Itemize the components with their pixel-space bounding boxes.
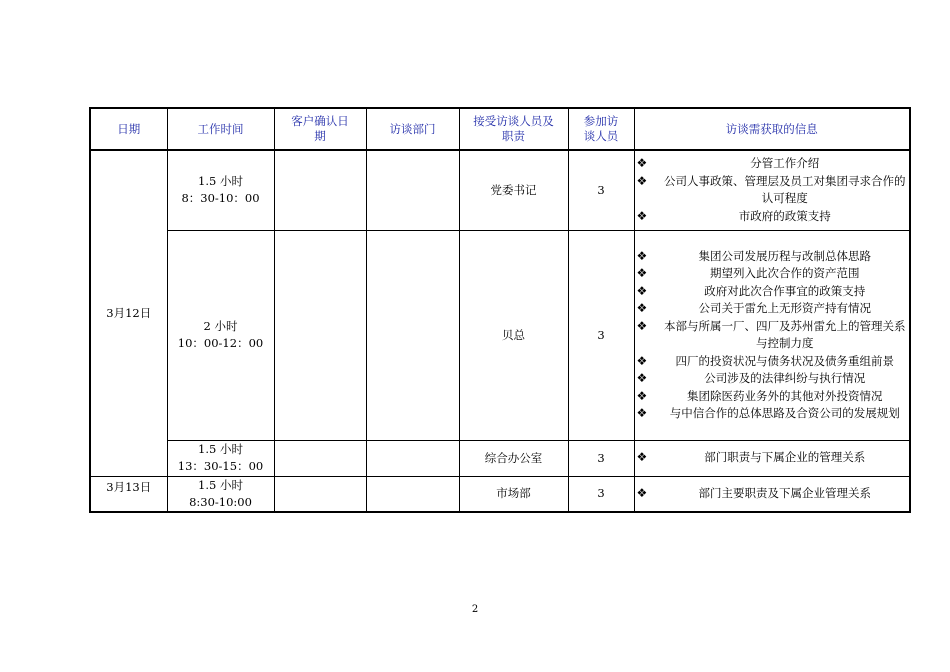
list-item: ❖ 与中信合作的总体思路及合资公司的发展规划 xyxy=(635,405,910,423)
info-cell xyxy=(634,230,910,440)
diamond-dots-bullet-icon: ❖ xyxy=(636,173,648,188)
participants-cell: 3 xyxy=(568,476,634,512)
diamond-dots-bullet-icon: ❖ xyxy=(636,388,648,403)
table-row xyxy=(90,230,910,440)
department-cell xyxy=(366,476,459,512)
list-item: ❖ 市政府的政策支持 xyxy=(635,208,910,226)
header-row xyxy=(90,108,910,150)
page-number: 2 xyxy=(471,604,479,615)
confirm-date-cell xyxy=(274,440,366,476)
info-list xyxy=(635,248,910,423)
info-cell xyxy=(634,150,910,230)
table-row xyxy=(90,476,910,512)
date-cell: 3月13日 xyxy=(90,476,167,512)
list-item: ❖ 公司人事政策、管理层及员工对集团寻求合作的认可程度 xyxy=(636,173,906,206)
diamond-dots-bullet-icon: ❖ xyxy=(636,450,648,465)
interview-schedule-table xyxy=(89,107,911,513)
department-cell xyxy=(366,440,459,476)
department-cell xyxy=(366,150,459,230)
participants-cell: 3 xyxy=(568,230,634,440)
diamond-dots-bullet-icon: ❖ xyxy=(636,486,648,500)
work-time-cell: 1.5 小时 13：30-15：00 xyxy=(167,440,274,476)
interviewee-cell: 市场部 xyxy=(459,476,568,512)
header-interviewee: 接受访谈人员及 职责 xyxy=(459,108,568,150)
info-cell xyxy=(634,476,910,512)
info-cell xyxy=(634,440,910,476)
diamond-dots-bullet-icon: ❖ xyxy=(636,156,648,171)
header-client-confirm-date: 客户确认日 期 xyxy=(274,108,366,150)
header-work-time: 工作时间 xyxy=(167,108,274,150)
interviewee-cell: 综合办公室 xyxy=(459,440,568,476)
diamond-dots-bullet-icon: ❖ xyxy=(636,283,648,298)
diamond-dots-bullet-icon: ❖ xyxy=(636,353,648,368)
info-list xyxy=(635,485,910,503)
diamond-dots-bullet-icon: ❖ xyxy=(636,406,648,420)
date-cell: 3月12日 xyxy=(90,150,167,476)
work-time-cell: 1.5 小时 8:30-10:00 xyxy=(167,476,274,512)
list-item: ❖ 四厂的投资状况与债务状况及债务重组前景 xyxy=(635,353,910,371)
header-date: 日期 xyxy=(90,108,167,150)
diamond-dots-bullet-icon: ❖ xyxy=(636,371,648,385)
participants-cell: 3 xyxy=(568,440,634,476)
confirm-date-cell xyxy=(274,476,366,512)
diamond-dots-bullet-icon: ❖ xyxy=(636,318,648,333)
header-participants: 参加访 谈人员 xyxy=(568,108,634,150)
list-item: ❖ 期望列入此次合作的资产范围 xyxy=(635,265,910,283)
interviewee-cell: 贝总 xyxy=(459,230,568,440)
list-item: ❖ 部门主要职责及下属企业管理关系 xyxy=(635,485,910,503)
interviewee-cell: 党委书记 xyxy=(459,150,568,230)
header-department: 访谈部门 xyxy=(366,108,459,150)
diamond-dots-bullet-icon: ❖ xyxy=(636,208,648,223)
list-item: ❖ 本部与所属一厂、四厂及苏州雷允上的管理关系与控制力度 xyxy=(636,318,906,350)
table-row xyxy=(90,440,910,476)
confirm-date-cell xyxy=(274,230,366,440)
list-item: ❖ 政府对此次合作事宜的政策支持 xyxy=(635,283,910,301)
list-item: ❖ 公司涉及的法律纠纷与执行情况 xyxy=(635,370,910,388)
work-time-cell: 2 小时 10：00-12：00 xyxy=(167,230,274,440)
header-info: 访谈需获取的信息 xyxy=(634,108,910,150)
participants-cell: 3 xyxy=(568,150,634,230)
list-item: ❖ 集团除医药业务外的其他对外投资情况 xyxy=(635,388,910,406)
diamond-dots-bullet-icon: ❖ xyxy=(636,301,648,315)
diamond-dots-bullet-icon: ❖ xyxy=(636,248,648,263)
list-item: ❖ 公司关于雷允上无形资产持有情况 xyxy=(635,300,910,318)
info-list xyxy=(635,449,910,467)
diamond-dots-bullet-icon: ❖ xyxy=(636,266,648,280)
info-list xyxy=(635,155,910,225)
table-row xyxy=(90,150,910,230)
list-item: ❖ 集团公司发展历程与改制总体思路 xyxy=(635,248,910,266)
department-cell xyxy=(366,230,459,440)
confirm-date-cell xyxy=(274,150,366,230)
list-item: ❖ 分管工作介绍 xyxy=(635,155,910,173)
work-time-cell: 1.5 小时 8：30-10：00 xyxy=(167,150,274,230)
list-item: ❖ 部门职责与下属企业的管理关系 xyxy=(635,449,910,467)
